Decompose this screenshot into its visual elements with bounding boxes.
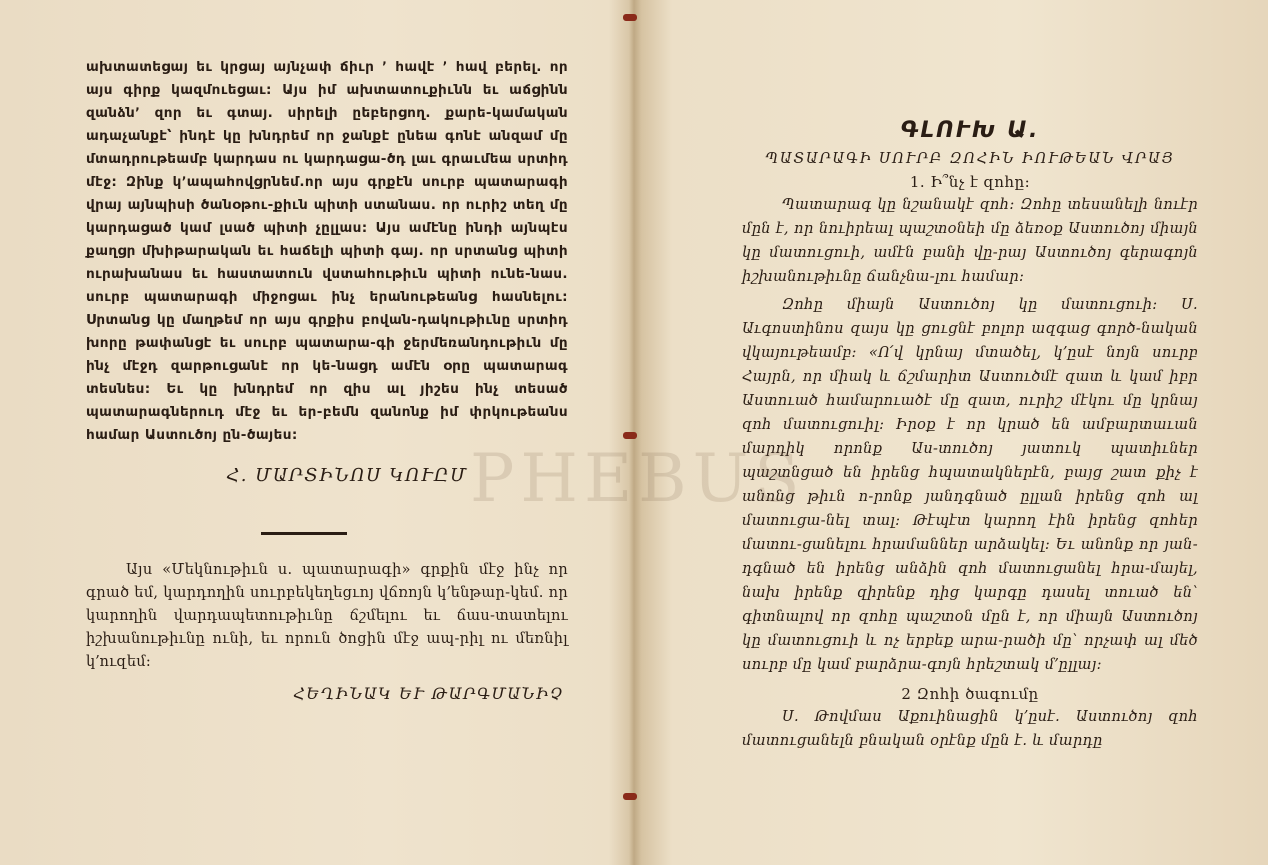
left-page (0, 0, 630, 865)
divider-rule (261, 532, 347, 535)
author-signature: Հ. ՄԱՐՏԻՆՈՍ ԿՈՒԸՄ (226, 465, 468, 486)
paragraph-3: Ս. Թովմաս Աքուինացին կ՚ըսէ. Աստուծոյ զոհ մատուցանելն բնական օրէնք մըն է. և մարդը (742, 708, 1198, 749)
paragraph-2: Զոհը միայն Աստուծոյ կը մատուցուի: Ս. Աւգոստինոս զայս կը ցուցնէ բոլոր ազգաց գործ-նական վկայութեամբ: «Ո՛վ կրնայ մտածել, կ՚ըսէ նոյն սուրբ Հայրն, որ միակ և ճշմարիտ Աստուծմէ զատ և կամ իբր Աստուած համարուածէ մը զատ, ուրիշ մէկու մը կրնայ զոհ մատուցուիլ: Իրօք է որ կրած են ամբարտաւան մարդիկ որոնք Աս-տուծոյ յատուկ պատիւներ պաշտնցած են իրենց հպատակներէն, բայց շատ քիչ է անոնց թիւն ո-րոնք յանդգնած ըլլան իրենց զոհ ալ մատուցա-նել տալ: Թէպէտ կարող էին իրենց զոհեր մատու-ցանելու հրամաններ արձակել: Եւ անոնք որ յան-դգնած են իրենց անձին զոհ մատուցանել հրա-մայել, նախ իրենք զիրենք դից կարգը դասել տուած են՝ գիտնալով որ զոհը պաշտօն մըն է, որ միայն Աստուծոյ կը մատուցուի և ոչ երբեք արա-րածի մը՝ որչափ ալ մեծ սուրբ մը կամ բարձրա-գոյն հրեշտակ մ՚ըլլայ: (742, 296, 1198, 673)
section-heading-2: 2 Զոհի ծագումը (901, 685, 1039, 703)
right-page (638, 0, 1268, 865)
preface-paragraph: ախտատեցայ եւ կրցայ այնչափ ճիւր ՚ հավէ ՚ հավ բերել. որ այս գիրք կազմուեցաւ: Այս իմ ախտատուքիւնն եւ աճցինն զանձն՚ զոր եւ գտայ. սիրելի ըեբերցող. քարե-կամական ադաչանքէ՝ ինդէ կը խնդրեմ որ ջանքէ ընեա գոնէ անզամ մը մտադրութեամբ կարդաս ու կարդացա-ծդ լաւ գրաւմեա սրտիդ մէջ: Զինք կ՚ապահովցրնեմ.որ այս գրքէն սուրբ պատարագի վրայ այնպիսի ծանօթու-քիւն պիտի ստանաս. որ ուրիշ տեղ մը կարդացած կամ լսած պիտի չըլլաս: Այս ամէնը ինդի այնպէս քաղցր մխիթարական եւ հաճելի պիտի գայ. որ սրտանց պիտի ուրախանաս եւ հաստատուն վստահութիւն պիտի ունե-նաս. սուրբ պատարագի միջոցաւ ինչ երանութեանց հասնելու: Սրտանց կը մաղթեմ որ այս գրքիս բովան-դակութիւնը սրտիդ խորը թափանցէ եւ սուրբ պատարա-գի ջերմեռանդութիւն մը ինչ մէջդ զարթուցանէ որ կե-նացդ ամէն օրը պատարագ տեսնես: Եւ կը խնդրեմ որ զիս ալ յիշես ինչ տեսած պատարագներուդ մէջ եւ եր-բեմն զանոնք իմ փրկութեանս համար Աստուծոյ ըն-ծայես: (86, 59, 568, 443)
paragraph-1: Պատարագ կը նշանակէ զոհ: Զոհը տեսանելի նուէր մըն է, որ նուիրեալ պաշտօնեի մը ձեռօք Աստուծոյ միայն կը մատուցուի, ամէն բանի վը-րայ Աստուծոյ գերագոյն իշխանութիւնը ճանչնա-լու համար: (742, 196, 1198, 285)
chapter-title: ԳԼՈՒԽ Ա. (900, 118, 1040, 143)
section-heading-1: 1. Ի՞նչ է զոհը: (909, 173, 1031, 191)
translator-signature: ՀԵՂԻՆԱԿ ԵՒ ԹԱՐԳՄԱՆԻՉ (293, 684, 564, 703)
watermark: PHEBUS (470, 440, 806, 517)
chapter-subtitle: ՊԱՏԱՐԱԳԻ ՍՈՒՐԲ ԶՈՀԻՆ ԻՈՒԹԵԱՆ ՎՐԱՅ (765, 151, 1175, 167)
translator-note: Այս «Մեկնութիւն ս. պատարագի» գրքին մէջ ինչ որ գրած եմ, կարդողին սուրբեկեղեցւոյ վճռոյն կ՚ենթար-կեմ. որ կարողին վարդապետութիւնը ճշմելու եւ ճաս-տատելու իշխանութիւնը ունի, եւ որուն ծոցին մէջ ապ-րիլ ու մեռնիլ կ՚ուզեմ: (86, 562, 568, 670)
